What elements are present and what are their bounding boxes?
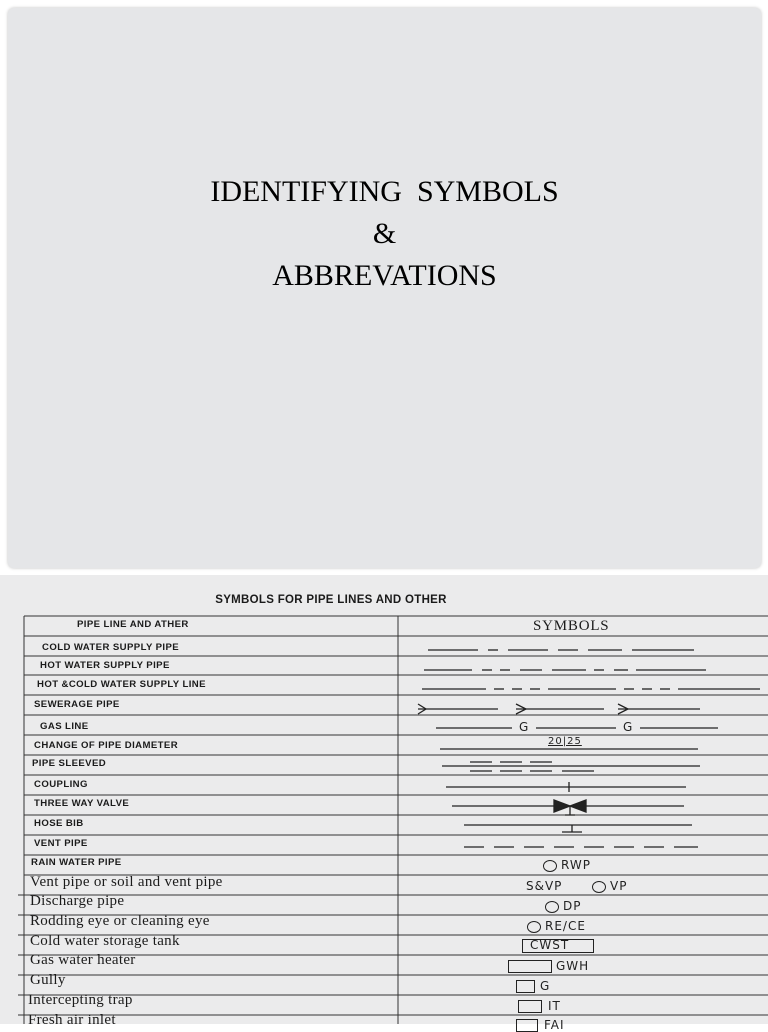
gas-symbol-g2: G [623,720,634,734]
row-hot-water-label: HOT WATER SUPPLY PIPE [40,660,170,671]
slide-title [8,171,761,297]
three-way-valve-symbol [452,800,684,815]
it-box-icon [518,1000,542,1013]
dp-symbol-text: DP [563,899,582,913]
table-heading: SYMBOLS FOR PIPE LINES AND OTHER [215,594,447,606]
gwh-box-icon [508,960,552,973]
row-coupling-label: COUPLING [34,779,88,790]
svp-symbol-text: S&VP [526,879,563,893]
sewerage-symbol [418,704,700,714]
fai-box-icon [516,1019,538,1032]
rece-symbol-text: RE/CE [545,919,586,933]
title-slide [8,8,761,568]
diameter-symbol-text: 20|25 [548,736,582,747]
row-vent-pipe-label: VENT PIPE [34,838,88,849]
dp-circle-icon [545,901,559,913]
row-gas-heater-label: Gas water heater [30,952,136,968]
row-vent-soil-label: Vent pipe or soil and vent pipe [30,874,223,890]
it-symbol-text: IT [548,999,561,1013]
rwp-circle-icon [543,860,557,872]
row-three-way-valve-label: THREE WAY VALVE [34,798,130,809]
hose-bib-symbol [464,825,692,832]
row-gully-label: Gully [30,972,66,988]
gully-symbol-text: G [540,979,551,993]
gas-symbol-g1: G [519,720,530,734]
fai-symbol-text: FAI [544,1018,565,1032]
row-hose-bib-label: HOSE BIB [34,818,84,829]
title-line-2: & [372,217,397,250]
row-rodding-eye-label: Rodding eye or cleaning eye [30,913,210,929]
gwh-symbol-text: GWH [556,959,590,973]
row-rain-water-label: RAIN WATER PIPE [31,857,122,868]
gully-box-icon [516,980,535,993]
row-pipe-sleeved-label: PIPE SLEEVED [32,758,107,769]
row-discharge-label: Discharge pipe [30,893,125,909]
vp-symbol-text: VP [610,879,628,893]
header-pipe-line: PIPE LINE AND ATHER [77,619,189,630]
symbols-table-slide [0,575,768,1032]
vp-circle-icon [592,881,606,893]
row-fresh-air-label: Fresh air inlet [28,1012,116,1028]
header-symbols: SYMBOLS [533,618,610,634]
row-sewerage-label: SEWERAGE PIPE [34,699,120,710]
row-intercepting-label: Intercepting trap [28,992,133,1008]
row-change-diameter-label: CHANGE OF PIPE DIAMETER [34,740,179,751]
rwp-symbol-text: RWP [561,858,591,872]
pipe-sleeved-symbol [442,762,700,771]
row-gas-line-label: GAS LINE [40,721,89,732]
row-hot-cold-label: HOT &COLD WATER SUPPLY LINE [37,679,206,690]
title-line-3: ABBREVATIONS [272,259,497,292]
rece-circle-icon [527,921,541,933]
row-cold-water-label: COLD WATER SUPPLY PIPE [42,642,180,653]
title-line-1: IDENTIFYING SYMBOLS [210,175,559,208]
cwst-symbol-text: CWST [530,938,570,952]
coupling-symbol [446,782,686,792]
row-cold-storage-label: Cold water storage tank [30,933,180,949]
